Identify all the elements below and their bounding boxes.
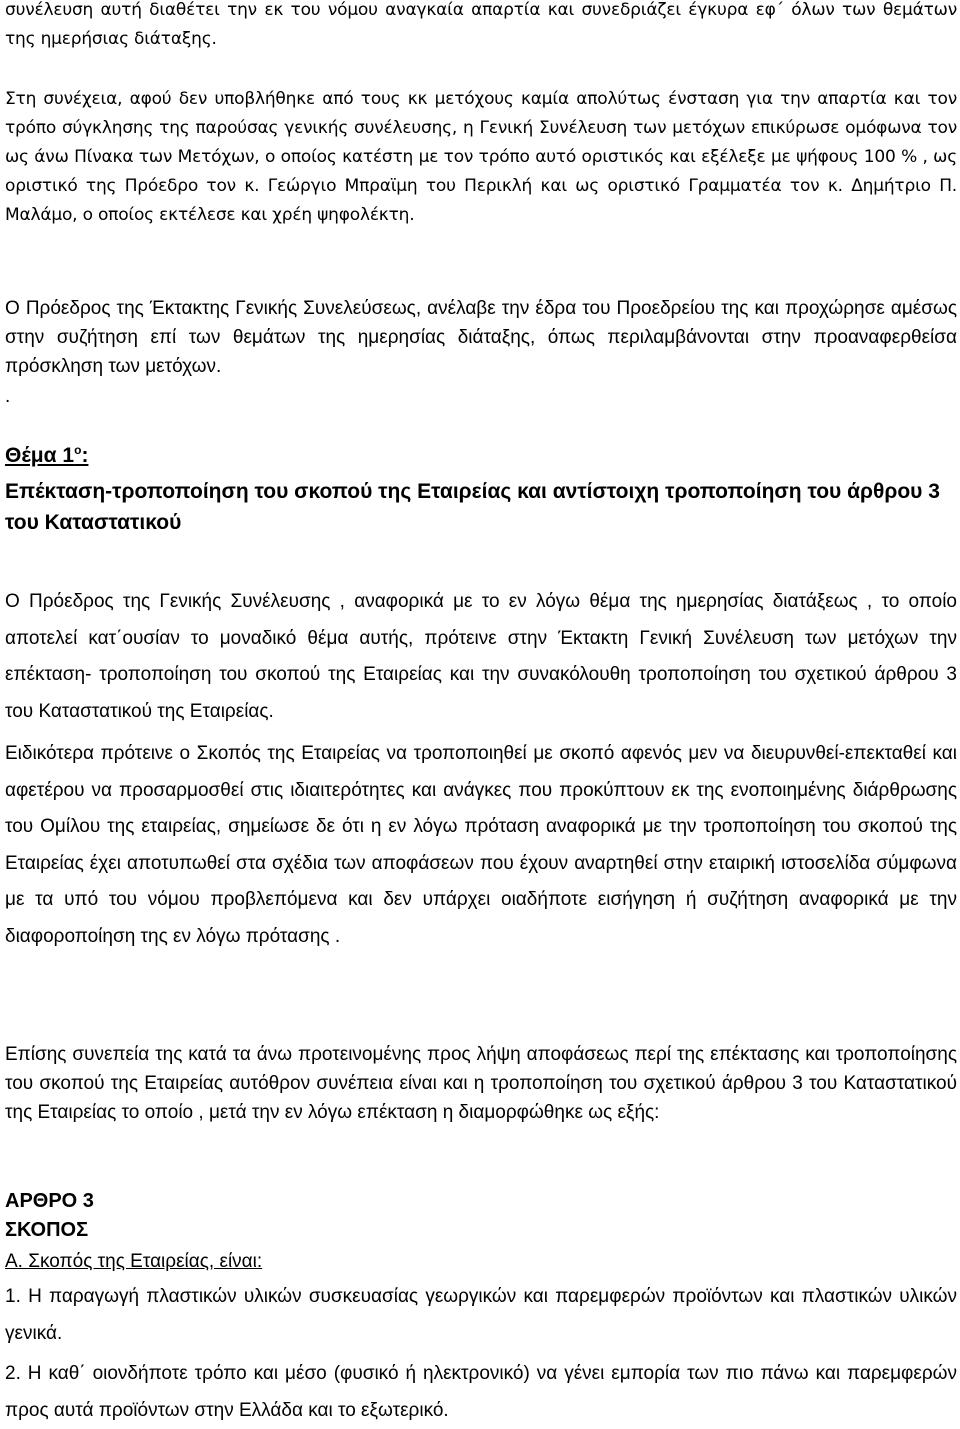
paragraph-ratification: Στη συνέχεια, αφού δεν υποβλήθηκε από τους κκ μετόχους καμία απολύτως ένσταση για την απαρτία και τον τρόπο σύγκλησης της παρούσας γενικής συνέλευσης, η Γενική Συνέλευση των μετόχων επικύρωσε ομόφωνα τον ως άνω Πίνακα των Μετόχων, ο οποίος κατέστη με τον τρόπο αυτό οριστικός και εξέλεξε με ψήφους 100 % , ως οριστικό της Πρόεδρο τον κ. Γεώργιο Μπραϊμη του Περικλή και ως οριστικό Γραμματέα τον κ. Δημήτριο Π. Μαλάμο, ο οποίος εκτέλεσε και χρέη ψηφολέκτη.	[5, 89, 957, 225]
section-a-label: Α. Σκοπός της Εταιρείας, είναι:	[5, 1251, 263, 1272]
article-title: ΣΚΟΠΟΣ	[5, 1219, 89, 1241]
paragraph-quorum: συνέλευση αυτή διαθέτει την εκ του νόμου αναγκαία απαρτία και συνεδριάζει έγκυρα εφ΄ όλων των θεμάτων της ημερήσιας διάταξης.	[5, 0, 957, 49]
section-a-heading	[5, 1247, 957, 1276]
article-heading: ΑΡΘΡΟ 3	[5, 1190, 94, 1212]
topic-colon: :	[81, 444, 89, 467]
list-item-2: 2. Η καθ΄ οιονδήποτε τρόπο και μέσο (φυσικό ή ηλεκτρονικό) να γένει εμπορία των πιο πάνω και παρεμφερών προς αυτά προϊόντων στην Ελλάδα και το εξωτερικό.	[5, 1363, 957, 1421]
topic-heading	[5, 440, 957, 471]
stray-dot: .	[5, 386, 11, 407]
topic-number: Θέμα 1	[5, 444, 75, 467]
paragraph-chairman: Ο Πρόεδρος της Έκτακτης Γενικής Συνελεύσεως, ανέλαβε την έδρα του Προεδρείου της και προχώρησε αμέσως στην συζήτηση επί των θεμάτων της ημερησίας διάταξης, όπως περιλαμβάνονται στην προαναφερθείσα πρόσκληση των μετόχων.	[5, 298, 957, 377]
paragraph-proposal: Ο Πρόεδρος της Γενικής Συνέλευσης , αναφορικά με το εν λόγω θέμα της ημερησίας διατάξεως , το οποίο αποτελεί κατ΄ουσίαν το μοναδικό θέμα αυτής, πρότεινε στην Έκτακτη Γενική Συνέλευση των μετόχων την επέκταση- τροποποίηση του σκοπού της Εταιρείας και την συνακόλουθη τροποποίηση του σχετικού άρθρου 3 του Καταστατικού της Εταιρείας.	[5, 591, 957, 722]
paragraph-details: Ειδικότερα πρότεινε ο Σκοπός της Εταιρείας να τροποποιηθεί με σκοπό αφενός μεν να διευρυνθεί-επεκταθεί και αφετέρου να προσαρμοσθεί στις ιδιαιτερότητες και ανάγκες που προκύπτουν εκ της ενοποιημένης διάρθρωσης του Ομίλου της εταιρείας, σημείωσε δε ότι η εν λόγω πρόταση αναφορικά με την τροποποίηση του σκοπού της Εταιρείας έχει αποτυπωθεί στα σχέδια των αποφάσεων που έχουν αναρτηθεί στην εταιρική ιστοσελίδα σύμφωνα με τα υπό του νόμου προβλεπόμενα και δεν υπάρχει οιαδήποτε εισήγηση ή συζήτηση αναφορικά με την διαφοροποίηση της εν λόγω πρότασης .	[5, 743, 957, 947]
topic-heading-prefix	[5, 444, 88, 467]
paragraph-amendment: Επίσης συνεπεία της κατά τα άνω προτεινομένης προς λήψη αποφάσεως περί της επέκτασης και τροποποίησης του σκοπού της Εταιρείας αυτόθρον συνέπεια είναι και η τροποποίηση του σχετικού άρθρου 3 του Καταστατικού της Εταιρείας το οποίο , μετά την εν λόγω επέκταση η διαμορφώθηκε ως εξής:	[5, 1044, 957, 1123]
topic-superscript: ο	[74, 443, 82, 457]
list-item-1: 1. Η παραγωγή πλαστικών υλικών συσκευασίας γεωργικών και παρεμφερών προϊόντων και πλαστικών υλικών γενικά.	[5, 1286, 957, 1344]
topic-title: Επέκταση-τροποποίηση του σκοπού της Εταιρείας και αντίστοιχη τροποποίηση του άρθρου 3 του Καταστατικού	[5, 480, 940, 534]
